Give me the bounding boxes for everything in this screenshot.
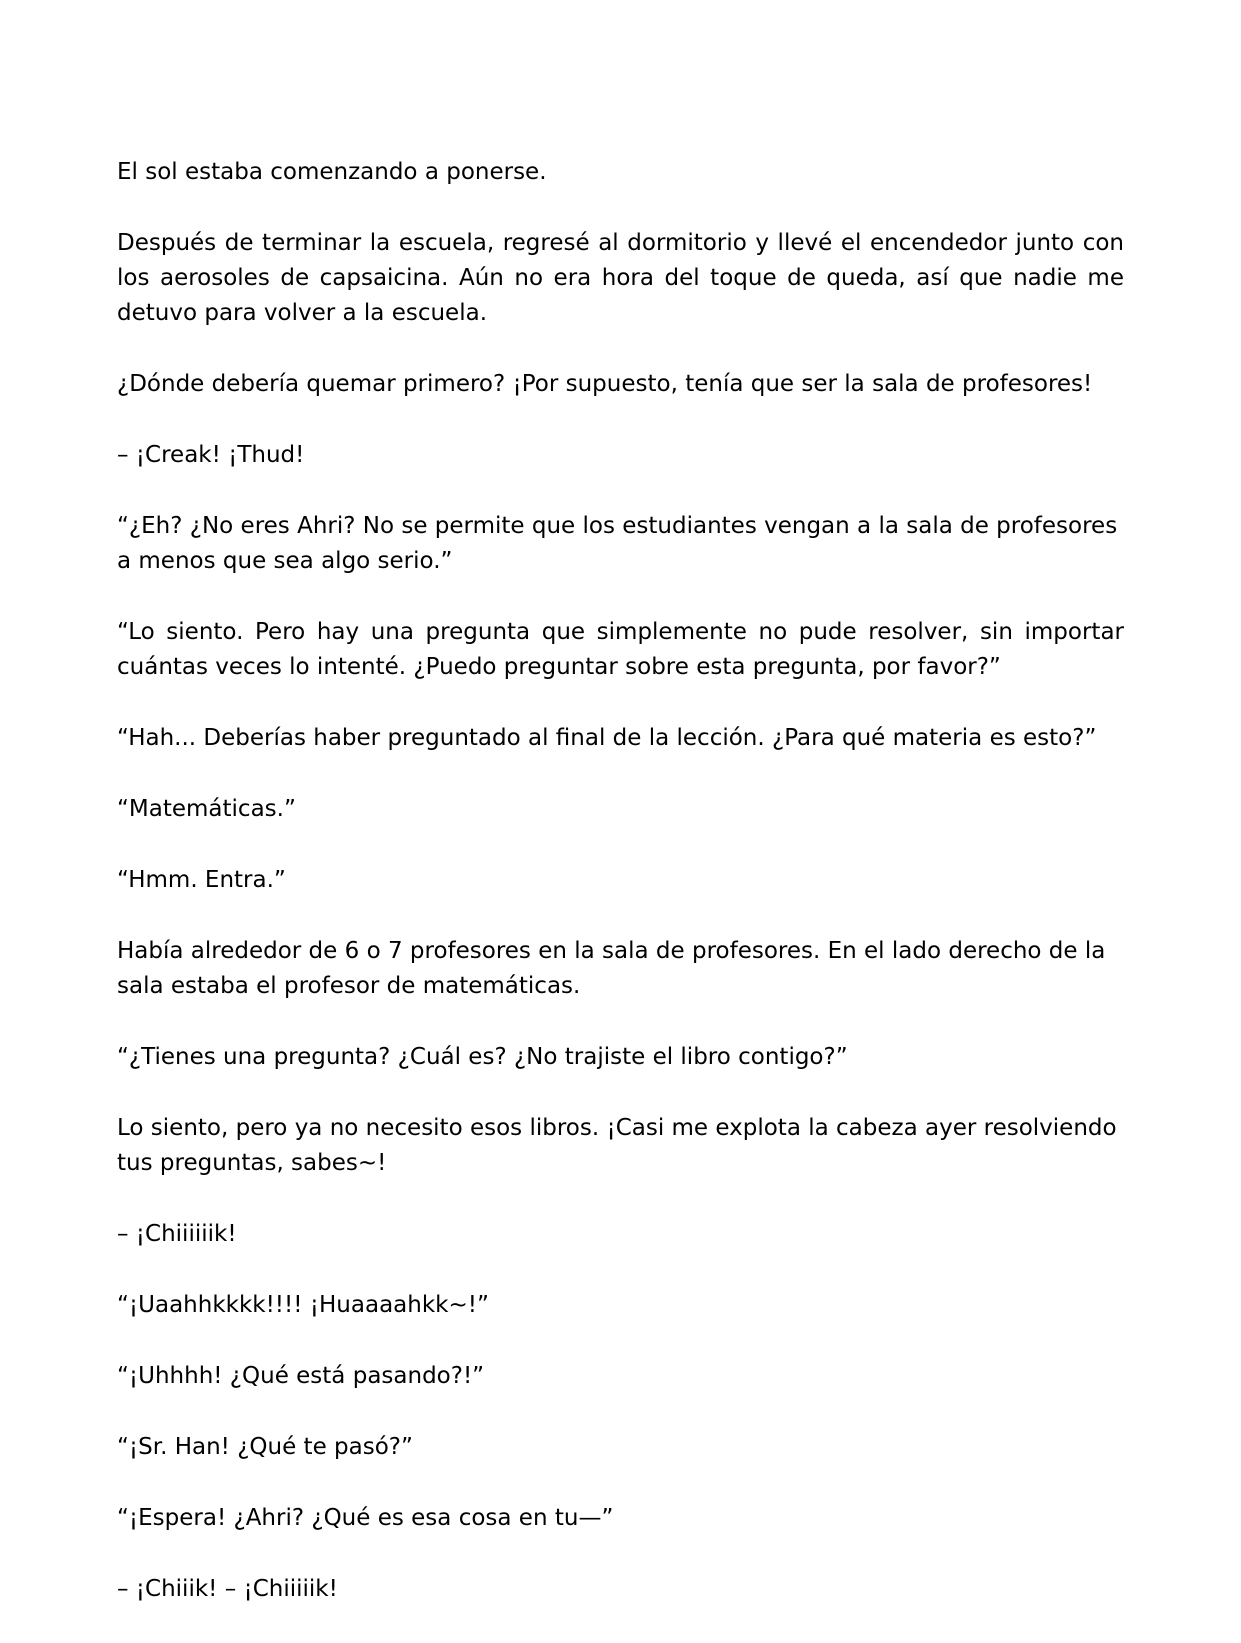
- paragraph: – ¡Creak! ¡Thud!: [117, 442, 305, 468]
- paragraph: “¡Espera! ¿Ahri? ¿Qué es esa cosa en tu—”: [117, 1505, 614, 1531]
- document-body: [117, 155, 1124, 1643]
- paragraph: – ¡Chiiik! – ¡Chiiiiik!: [117, 1576, 338, 1602]
- paragraph: ¿Dónde debería quemar primero? ¡Por supuesto, tenía que ser la sala de profesores!: [117, 371, 1093, 397]
- paragraph: “Hmm. Entra.”: [117, 867, 286, 893]
- paragraph: “Hah... Deberías haber preguntado al final de la lección. ¿Para qué materia es esto?”: [117, 725, 1097, 751]
- paragraph: “¡Uhhhh! ¿Qué está pasando?!”: [117, 1363, 485, 1389]
- paragraph: Había alrededor de 6 o 7 profesores en la sala de profesores. En el lado derecho de la sala estaba el profesor de matemáticas.: [117, 938, 1106, 999]
- paragraph: “¡Sr. Han! ¿Qué te pasó?”: [117, 1434, 413, 1460]
- paragraph: Después de terminar la escuela, regresé al dormitorio y llevé el encendedor junto con los aerosoles de capsaicina. Aún no era hora del toque de queda, así que nadie me detuvo para volver a la escuela.: [117, 230, 1124, 326]
- paragraph: “¿Tienes una pregunta? ¿Cuál es? ¿No trajiste el libro contigo?”: [117, 1044, 848, 1070]
- paragraph: “¿Eh? ¿No eres Ahri? No se permite que los estudiantes vengan a la sala de profesores a menos que sea algo serio.”: [117, 513, 1118, 574]
- paragraph: “Lo siento. Pero hay una pregunta que simplemente no pude resolver, sin importar cuántas veces lo intenté. ¿Puedo preguntar sobre esta pregunta, por favor?”: [117, 619, 1124, 680]
- paragraph: “¡Uaahhkkkk!!!! ¡Huaaaahkk~!”: [117, 1292, 489, 1318]
- paragraph: – ¡Chiiiiiik!: [117, 1221, 237, 1247]
- paragraph: El sol estaba comenzando a ponerse.: [117, 159, 547, 185]
- paragraph: Lo siento, pero ya no necesito esos libros. ¡Casi me explota la cabeza ayer resolviendo tus preguntas, sabes~!: [117, 1115, 1117, 1176]
- paragraph: “Matemáticas.”: [117, 796, 296, 822]
